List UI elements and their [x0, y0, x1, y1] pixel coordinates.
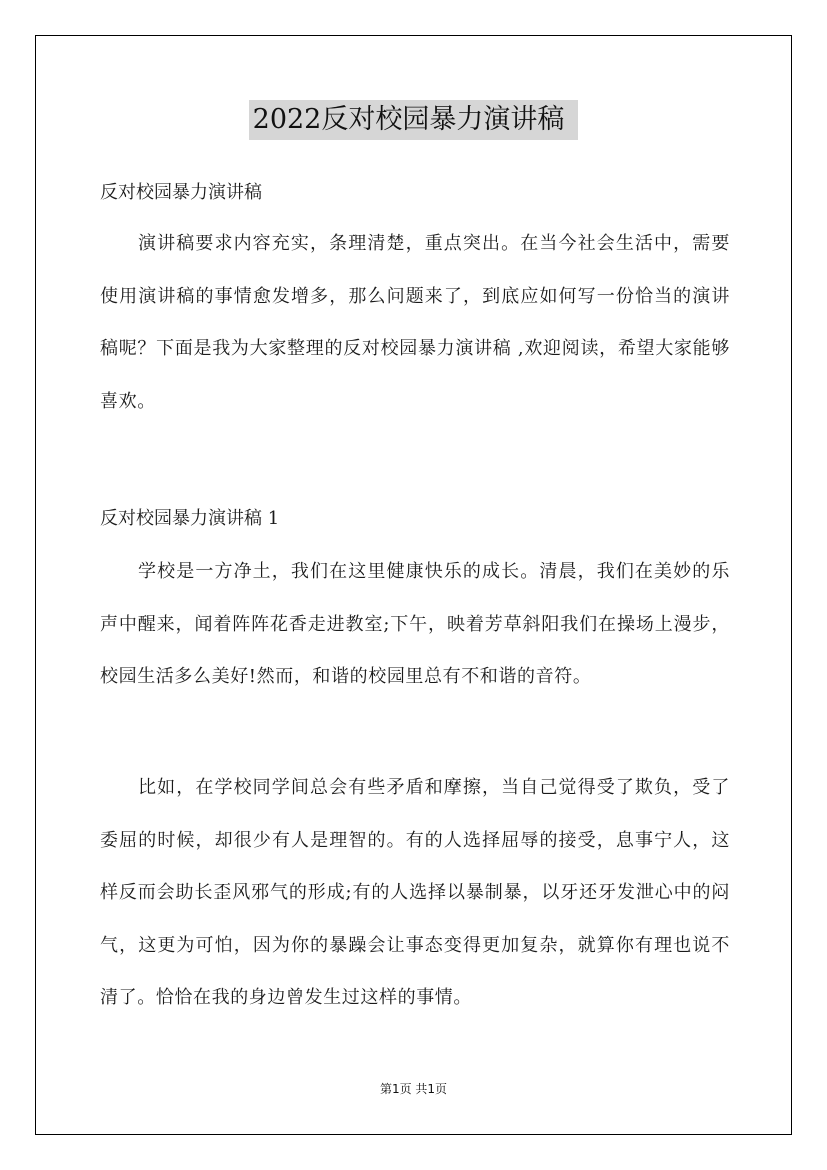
- section-heading: 反对校园暴力演讲稿 1: [100, 508, 280, 529]
- intro-heading: 反对校园暴力演讲稿: [100, 182, 262, 203]
- document-title: 2022反对校园暴力演讲稿: [249, 100, 579, 140]
- page-footer: 第1页 共1页: [379, 1082, 448, 1096]
- title-container: [0, 100, 827, 140]
- section-paragraph: 比如，在学校同学间总会有些矛盾和摩擦，当自己觉得受了欺负，受了委屈的时候，却很少有人是理智的。有的人选择屈辱的接受，息事宁人，这样反而会助长歪风邪气的形成;有的人选择以暴制暴，以牙还牙发泄心中的闷气，这更为可怕，因为你的暴躁会让事态变得更加复杂，就算你有理也说不清了。恰恰在我的身边曾发生过这样的事情。: [100, 777, 730, 1009]
- section-paragraph: 学校是一方净土，我们在这里健康快乐的成长。清晨，我们在美妙的乐声中醒来，闻着阵阵花香走进教室;下午，映着芳草斜阳我们在操场上漫步，校园生活多么美好!然而，和谐的校园里总有不和谐的音符。: [100, 561, 730, 688]
- intro-paragraph: 演讲稿要求内容充实，条理清楚，重点突出。在当今社会生活中，需要使用演讲稿的事情愈发增多，那么问题来了，到底应如何写一份恰当的演讲稿呢？下面是我为大家整理的反对校园暴力演讲稿 ,欢迎阅读，希望大家能够喜欢。: [100, 233, 730, 412]
